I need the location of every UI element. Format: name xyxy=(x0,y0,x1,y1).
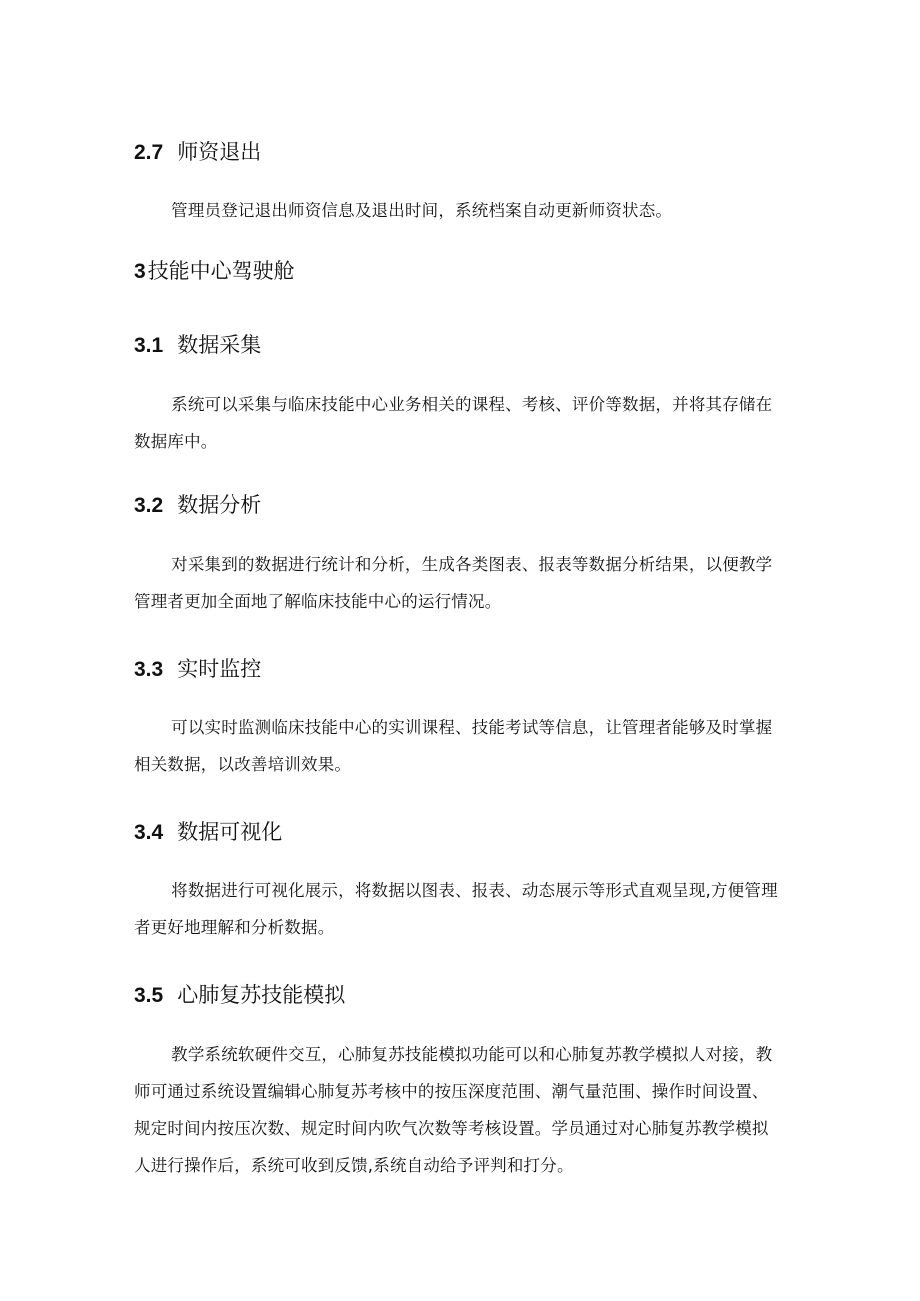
paragraph-line: 规定时间内按压次数、规定时间内吹气次数等考核设置。学员通过对心肺复苏教学模拟 xyxy=(134,1119,769,1138)
paragraph-line: 数据库中。 xyxy=(134,432,218,451)
paragraph-line: 教学系统软硬件交互，心肺复苏技能模拟功能可以和心肺复苏教学模拟人对接，教 xyxy=(171,1045,773,1064)
section-number: 3.5 xyxy=(134,984,164,1007)
section-heading-3-3 xyxy=(134,655,261,684)
section-heading-3-1 xyxy=(134,331,261,360)
section-heading-3 xyxy=(134,257,295,286)
paragraph-line: 将数据进行可视化展示，将数据以图表、报表、动态展示等形式直观呈现,方便管理 xyxy=(171,881,778,900)
section-title: 实时监控 xyxy=(177,657,262,681)
paragraph-line: 系统可以采集与临床技能中心业务相关的课程、考核、评价等数据，并将其存储在 xyxy=(171,395,773,414)
paragraph-line: 人进行操作后，系统可收到反馈,系统自动给予评判和打分。 xyxy=(134,1156,574,1175)
section-paragraph-3-1 xyxy=(134,386,794,460)
section-paragraph-3-5 xyxy=(134,1036,794,1184)
paragraph-line: 对采集到的数据进行统计和分析，生成各类图表、报表等数据分析结果，以便教学 xyxy=(171,555,773,574)
section-title: 师资退出 xyxy=(177,140,262,164)
paragraph-line: 师可通过系统设置编辑心肺复苏考核中的按压深度范围、潮气量范围、操作时间设置、 xyxy=(134,1082,769,1101)
section-heading-3-4 xyxy=(134,818,282,847)
section-paragraph-2-7 xyxy=(134,192,794,229)
section-number: 3.1 xyxy=(134,334,164,357)
section-number: 3.2 xyxy=(134,494,164,517)
section-number: 3.4 xyxy=(134,821,164,844)
section-title: 数据可视化 xyxy=(177,820,283,844)
section-title: 技能中心驾驶舱 xyxy=(147,259,295,283)
paragraph-line: 可以实时监测临床技能中心的实训课程、技能考试等信息，让管理者能够及时掌握 xyxy=(171,718,773,737)
section-number: 2.7 xyxy=(134,141,164,164)
paragraph-line: 者更好地理解和分析数据。 xyxy=(134,918,335,937)
paragraph-line: 管理员登记退出师资信息及退出时间，系统档案自动更新师资状态。 xyxy=(171,201,673,220)
section-number: 3.3 xyxy=(134,658,164,681)
section-title: 数据采集 xyxy=(177,333,262,357)
paragraph-line: 相关数据，以改善培训效果。 xyxy=(134,755,352,774)
section-title: 数据分析 xyxy=(177,493,262,517)
section-heading-3-2 xyxy=(134,491,261,520)
section-paragraph-3-4 xyxy=(134,872,794,946)
section-number: 3 xyxy=(134,260,146,283)
section-title: 心肺复苏技能模拟 xyxy=(177,983,346,1007)
paragraph-line: 管理者更加全面地了解临床技能中心的运行情况。 xyxy=(134,592,502,611)
section-paragraph-3-2 xyxy=(134,546,794,620)
section-heading-2-7 xyxy=(134,138,261,167)
section-heading-3-5 xyxy=(134,981,345,1010)
section-paragraph-3-3 xyxy=(134,709,794,783)
